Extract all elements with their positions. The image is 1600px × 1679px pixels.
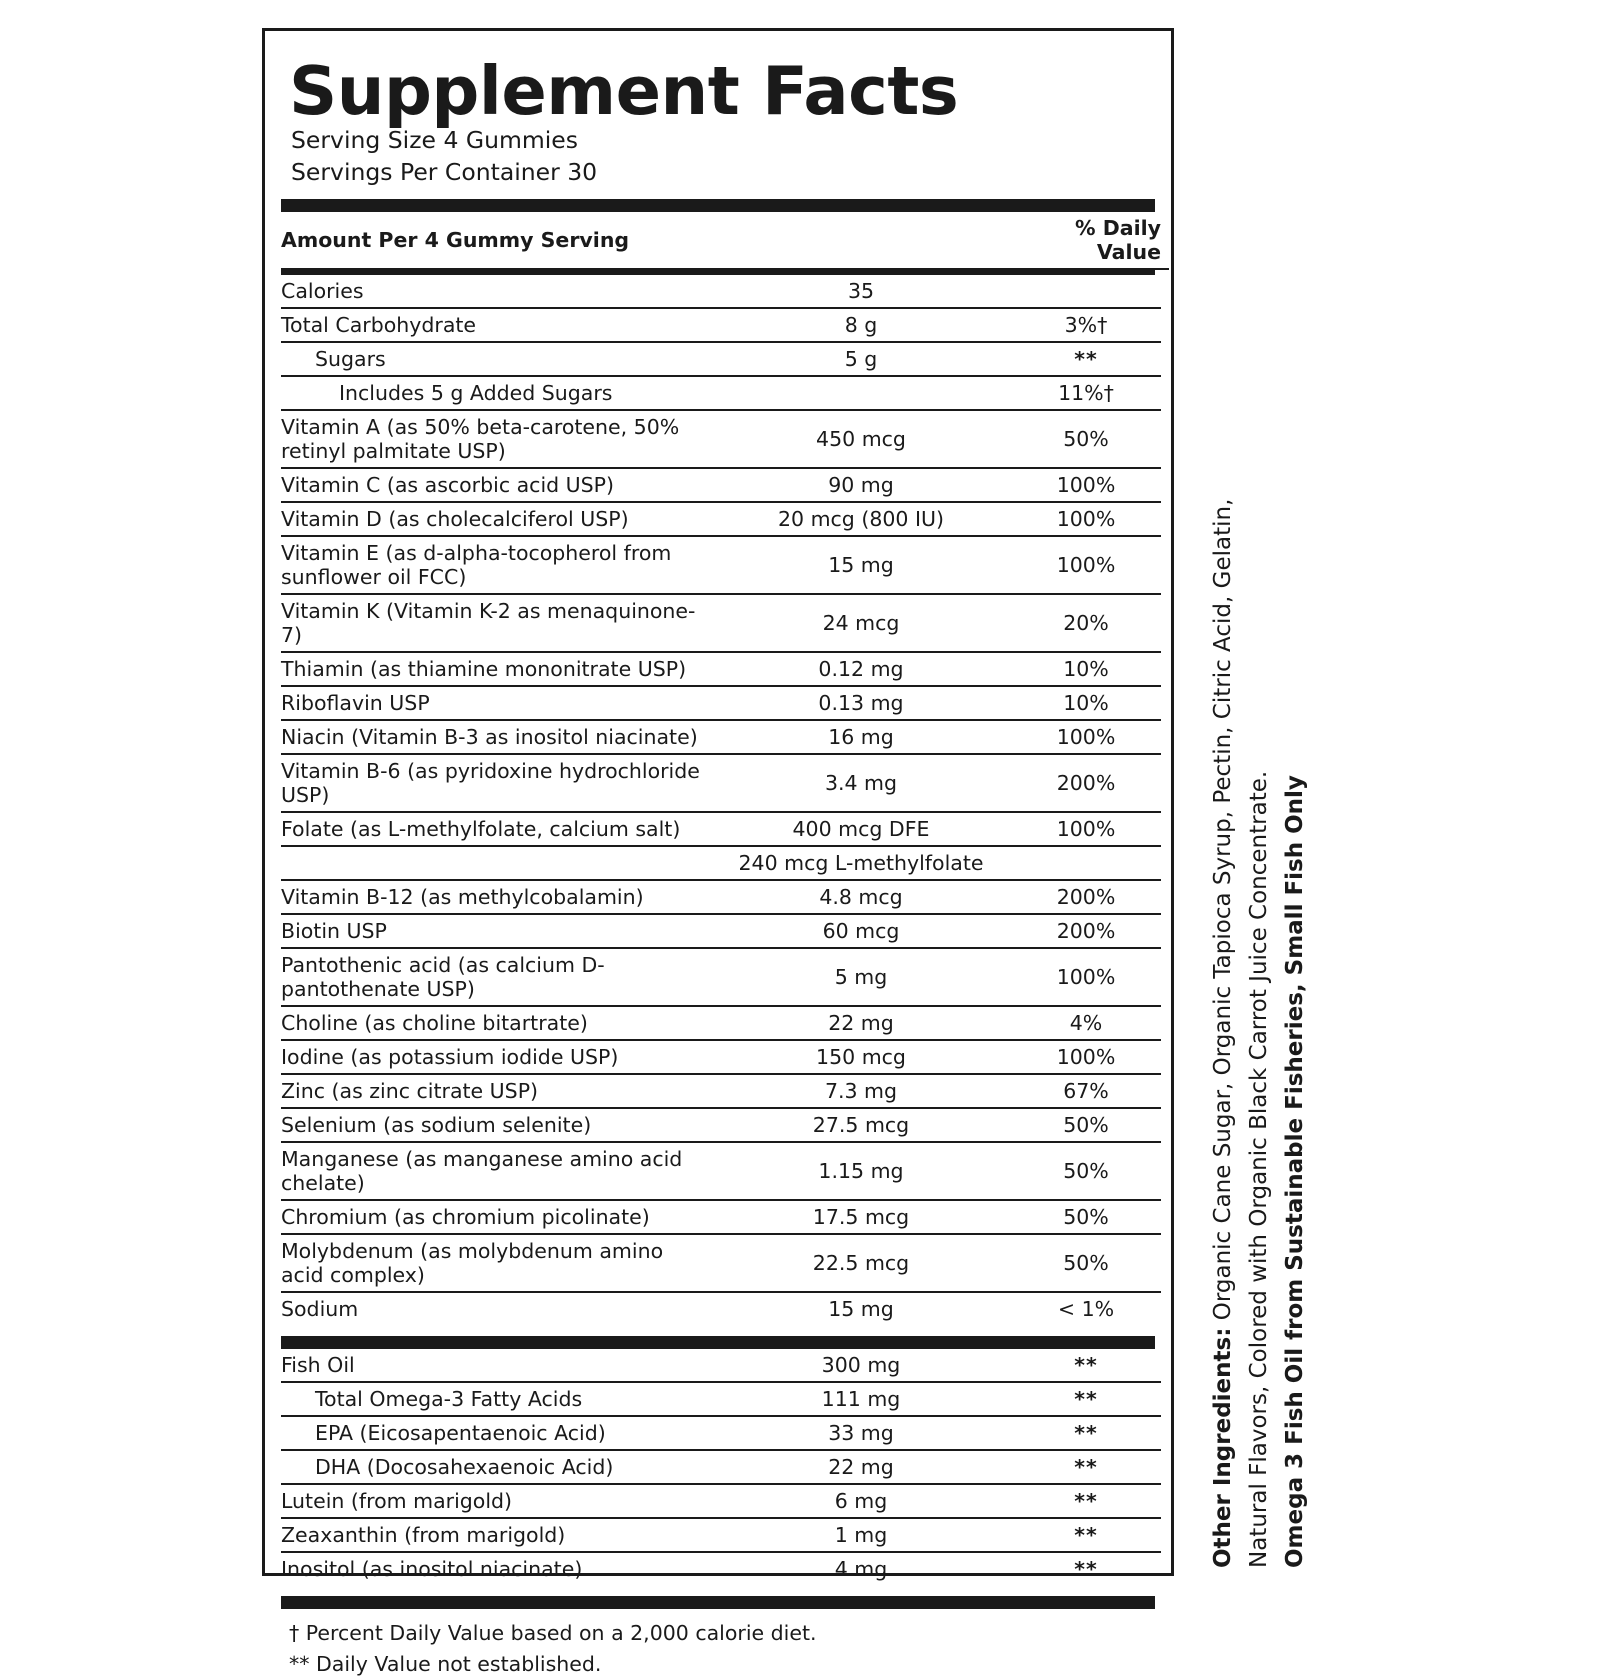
nutrient-amount: 15 mg [711, 536, 1011, 594]
nutrient-name: Biotin USP [281, 914, 711, 948]
nutrient-name: Chromium (as chromium picolinate) [281, 1200, 711, 1234]
table-row [281, 1382, 1161, 1416]
divider-thick-bottom [281, 1596, 1155, 1609]
table-row [281, 846, 1161, 880]
nutrient-dv: 50% [1011, 410, 1161, 468]
nutrient-name: Manganese (as manganese amino acid chelate) [281, 1142, 711, 1200]
nutrient-name: Total Omega-3 Fatty Acids [281, 1382, 711, 1416]
table-row [281, 1416, 1161, 1450]
nutrient-dv: ** [1011, 1349, 1161, 1382]
nutrient-dv: 20% [1011, 594, 1161, 652]
other-ingredients-label: Other Ingredients: [1210, 1327, 1236, 1568]
nutrient-amount: 6 mg [711, 1484, 1011, 1518]
nutrient-name: EPA (Eicosapentaenoic Acid) [281, 1416, 711, 1450]
nutrient-amount: 90 mg [711, 468, 1011, 502]
nutrient-amount [711, 376, 1011, 410]
nutrient-dv: 100% [1011, 468, 1161, 502]
nutrient-amount: 8 g [711, 308, 1011, 342]
table-row [281, 308, 1161, 342]
nutrient-amount: 27.5 mcg [711, 1108, 1011, 1142]
table-row [281, 1234, 1161, 1292]
nutrient-name: Zeaxanthin (from marigold) [281, 1518, 711, 1552]
nutrient-name: Folate (as L-methylfolate, calcium salt) [281, 812, 711, 846]
nutrient-amount: 0.12 mg [711, 652, 1011, 686]
other-ingredients-line-1-text: Organic Cane Sugar, Organic Tapioca Syrup, Pectin, Citric Acid, Gelatin, [1210, 498, 1236, 1328]
nutrient-name: DHA (Docosahexaenoic Acid) [281, 1450, 711, 1484]
nutrient-amount: 4 mg [834, 1556, 888, 1581]
nutrient-dv: 100% [1011, 502, 1161, 536]
nutrient-name: Vitamin D (as cholecalciferol USP) [281, 502, 711, 536]
nutrient-amount: 5 mg [711, 948, 1011, 1006]
divider-thick-mid [281, 1336, 1155, 1349]
table-row [281, 686, 1161, 720]
nutrient-name: Riboflavin USP [281, 686, 711, 720]
nutrient-dv: 200% [1011, 754, 1161, 812]
table-row [281, 1518, 1161, 1552]
nutrient-name: Fish Oil [281, 1349, 711, 1382]
nutrient-dv: ** [1011, 1484, 1161, 1518]
divider-thick-top [281, 199, 1155, 212]
nutrition-header-table [281, 212, 1169, 270]
nutrient-name: Sodium [281, 1296, 359, 1321]
nutrient-amount: 16 mg [711, 720, 1011, 754]
table-row [281, 1292, 1161, 1325]
nutrient-amount: 5 g [711, 342, 1011, 376]
amount-header: Amount Per 4 Gummy Serving [281, 212, 711, 269]
nutrient-name: Selenium (as sodium selenite) [281, 1108, 711, 1142]
servings-per-container: Servings Per Container 30 [291, 157, 598, 186]
nutrient-dv: 4% [1011, 1006, 1161, 1040]
table-row [281, 410, 1161, 468]
nutrient-dv: 10% [1011, 652, 1161, 686]
nutrient-name: Vitamin B-12 (as methylcobalamin) [281, 880, 711, 914]
nutrient-amount: 17.5 mcg [711, 1200, 1011, 1234]
nutrient-name: Vitamin B-6 (as pyridoxine hydrochloride USP) [281, 754, 711, 812]
serving-size: Serving Size 4 Gummies [291, 126, 579, 155]
nutrient-amount: 15 mg [828, 1296, 894, 1321]
page-title: Supplement Facts [289, 52, 959, 130]
table-row [281, 275, 1161, 308]
footnote-not-established: ** Daily Value not established. [289, 1651, 602, 1676]
nutrient-amount: 24 mcg [711, 594, 1011, 652]
footnote-daily-value: † Percent Daily Value based on a 2,000 calorie diet. [289, 1620, 817, 1645]
nutrient-dv: 50% [1011, 1234, 1161, 1292]
nutrient-dv: 100% [1011, 536, 1161, 594]
nutrient-dv: 100% [1011, 948, 1161, 1006]
nutrient-amount: 1.15 mg [711, 1142, 1011, 1200]
other-ingredients-line-2: Natural Flavors, Colored with Organic Black Carrot Juice Concentrate. [1246, 770, 1272, 1568]
table-header-row [281, 212, 1169, 269]
nutrient-dv: 11%† [1011, 376, 1161, 410]
nutrient-dv: ** [1011, 1518, 1161, 1552]
nutrient-amount: 22.5 mcg [711, 1234, 1011, 1292]
other-ingredients-line-3: Omega 3 Fish Oil from Sustainable Fisheries, Small Fish Only [1282, 775, 1308, 1568]
other-ingredients-block [1186, 28, 1306, 1576]
nutrient-dv: 200% [1011, 880, 1161, 914]
nutrient-dv: ** [1011, 342, 1161, 376]
nutrient-name: Molybdenum (as molybdenum amino acid complex) [281, 1234, 711, 1292]
nutrient-amount: 33 mg [711, 1416, 1011, 1450]
nutrients-table [281, 275, 1161, 1325]
nutrient-amount: 150 mcg [711, 1040, 1011, 1074]
table-row [281, 948, 1161, 1006]
nutrient-dv: 10% [1011, 686, 1161, 720]
nutrient-name: Thiamin (as thiamine mononitrate USP) [281, 652, 711, 686]
nutrient-name: Sugars [281, 342, 711, 376]
nutrient-dv: 100% [1011, 1040, 1161, 1074]
daily-value-header: % Daily Value [1011, 212, 1169, 269]
nutrient-dv: ** [1011, 1416, 1161, 1450]
table-row [281, 1040, 1161, 1074]
table-row [281, 536, 1161, 594]
nutrient-name: Lutein (from marigold) [281, 1484, 711, 1518]
table-row [281, 1484, 1161, 1518]
nutrient-name: Vitamin A (as 50% beta-carotene, 50% retinyl palmitate USP) [281, 410, 711, 468]
nutrient-dv: 100% [1011, 720, 1161, 754]
table-row [281, 720, 1161, 754]
nutrient-amount: 22 mg [711, 1450, 1011, 1484]
table-row [281, 754, 1161, 812]
nutrient-name: Pantothenic acid (as calcium D-pantothenate USP) [281, 948, 711, 1006]
nutrient-name: Includes 5 g Added Sugars [281, 376, 711, 410]
nutrient-amount: 1 mg [711, 1518, 1011, 1552]
table-row [281, 1349, 1161, 1382]
nutrient-name: Calories [281, 275, 711, 308]
other-ingredients-line-1 [1212, 499, 1235, 1568]
nutrient-name: Total Carbohydrate [281, 308, 711, 342]
table-row [281, 880, 1161, 914]
nutrient-dv: 50% [1011, 1108, 1161, 1142]
nutrient-name: Vitamin C (as ascorbic acid USP) [281, 468, 711, 502]
nutrient-name: Vitamin K (Vitamin K-2 as menaquinone-7) [281, 594, 711, 652]
table-row [281, 652, 1161, 686]
nutrient-dv: 50% [1011, 1142, 1161, 1200]
table-row [281, 1074, 1161, 1108]
nutrient-dv: 3%† [1011, 308, 1161, 342]
table-row [281, 1108, 1161, 1142]
nutrient-amount: 22 mg [711, 1006, 1011, 1040]
table-row [281, 1142, 1161, 1200]
nutrient-amount: 300 mg [711, 1349, 1011, 1382]
supplement-facts-panel [262, 28, 1174, 1676]
nutrient-amount: 60 mcg [711, 914, 1011, 948]
nutrient-name: Inositol (as inositol niacinate) [281, 1556, 583, 1581]
nutrient-dv [1011, 275, 1161, 308]
nutrient-amount: 400 mcg DFE [711, 812, 1011, 846]
table-row [281, 1006, 1161, 1040]
nutrient-amount: 0.13 mg [711, 686, 1011, 720]
nutrient-amount: 7.3 mg [711, 1074, 1011, 1108]
nutrient-amount-secondary: 240 mcg L-methylfolate [711, 846, 1011, 880]
nutrient-name: Iodine (as potassium iodide USP) [281, 1040, 711, 1074]
table-row [281, 1552, 1161, 1585]
table-row [281, 812, 1161, 846]
table-row [281, 914, 1161, 948]
nutrient-amount: 3.4 mg [711, 754, 1011, 812]
table-row [281, 1200, 1161, 1234]
nutrient-name: Zinc (as zinc citrate USP) [281, 1074, 711, 1108]
nutrient-dv: ** [1011, 1450, 1161, 1484]
table-row [281, 594, 1161, 652]
nutrient-amount: 4.8 mcg [711, 880, 1011, 914]
nutrient-dv: ** [1011, 1382, 1161, 1416]
table-row [281, 376, 1161, 410]
nutrient-amount: 20 mcg (800 IU) [711, 502, 1011, 536]
nutrient-dv: 67% [1011, 1074, 1161, 1108]
nutrient-name: Niacin (Vitamin B-3 as inositol niacinate) [281, 720, 711, 754]
nutrient-name: Vitamin E (as d-alpha-tocopherol from sunflower oil FCC) [281, 536, 711, 594]
nutrient-name: Choline (as choline bitartrate) [281, 1006, 711, 1040]
table-row [281, 342, 1161, 376]
nutrient-dv: 200% [1011, 914, 1161, 948]
other-nutrients-table [281, 1349, 1161, 1585]
table-row [281, 502, 1161, 536]
nutrient-dv: 50% [1011, 1200, 1161, 1234]
table-row [281, 468, 1161, 502]
nutrient-amount: 35 [711, 275, 1011, 308]
nutrient-amount: 450 mcg [711, 410, 1011, 468]
nutrient-dv: 100% [1011, 812, 1161, 846]
nutrient-dv: ** [1074, 1556, 1098, 1581]
nutrient-amount: 111 mg [711, 1382, 1011, 1416]
table-row [281, 1450, 1161, 1484]
nutrient-dv: < 1% [1057, 1296, 1115, 1321]
